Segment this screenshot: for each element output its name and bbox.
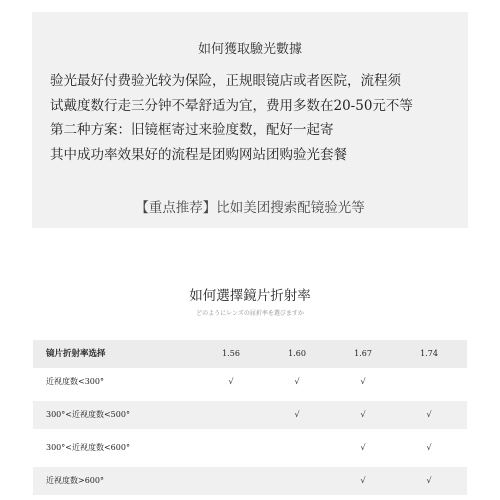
- panel-line: 第二种方案：旧镜框寄过来验度数，配好一起寄: [50, 122, 334, 138]
- check-cell: √: [426, 476, 432, 485]
- table-row: [33, 368, 467, 396]
- check-cell: √: [294, 410, 300, 419]
- refraction-table: [33, 340, 467, 495]
- check-cell: [411, 368, 447, 396]
- panel-body: [50, 69, 460, 167]
- panel-title: 如何獲取驗光數據: [197, 42, 302, 57]
- table-header-cell: 1.60: [288, 349, 306, 358]
- check-cell: √: [426, 410, 432, 419]
- check-cell: √: [360, 476, 366, 485]
- check-cell: [279, 434, 315, 462]
- section-subtitle: どのようにレンズの屈折率を選びますか: [196, 310, 304, 317]
- table-header-cell: 1.56: [222, 349, 240, 358]
- panel-line: 验光最好付费验光较为保险，正规眼镜店或者医院，流程须: [50, 73, 401, 89]
- panel-note: 【重点推荐】比如美团搜索配镜验光等: [135, 200, 365, 216]
- info-panel: [32, 12, 468, 228]
- row-label: 近视度数<300°: [46, 377, 104, 386]
- table-header-row: [33, 340, 467, 368]
- panel-line: 试戴度数行走三分钟不晕舒适为宜，费用多数在20-50元不等: [50, 97, 413, 114]
- row-label: 300°<近视度数<500°: [46, 410, 130, 419]
- check-cell: √: [360, 410, 366, 419]
- check-cell: √: [228, 377, 234, 386]
- panel-line: 其中成功率效果好的流程是团购网站团购验光套餐: [50, 146, 347, 163]
- table-header-cell: 1.74: [420, 349, 438, 358]
- section-title: 如何選擇鏡片折射率: [189, 288, 311, 304]
- table-row: [33, 401, 467, 429]
- table-row: [33, 434, 467, 462]
- check-cell: [213, 467, 249, 495]
- table-header-label: 镜片折射率选择: [46, 349, 106, 359]
- check-cell: [213, 434, 249, 462]
- row-label: 近视度数>600°: [46, 476, 104, 485]
- table-row: [33, 467, 467, 495]
- table-header-cell: 1.67: [354, 349, 372, 358]
- check-cell: [279, 467, 315, 495]
- check-cell: √: [294, 377, 300, 386]
- check-cell: √: [426, 443, 432, 452]
- check-cell: [213, 401, 249, 429]
- row-label: 300°<近视度数<600°: [46, 443, 130, 452]
- check-cell: √: [360, 443, 366, 452]
- check-cell: √: [360, 377, 366, 386]
